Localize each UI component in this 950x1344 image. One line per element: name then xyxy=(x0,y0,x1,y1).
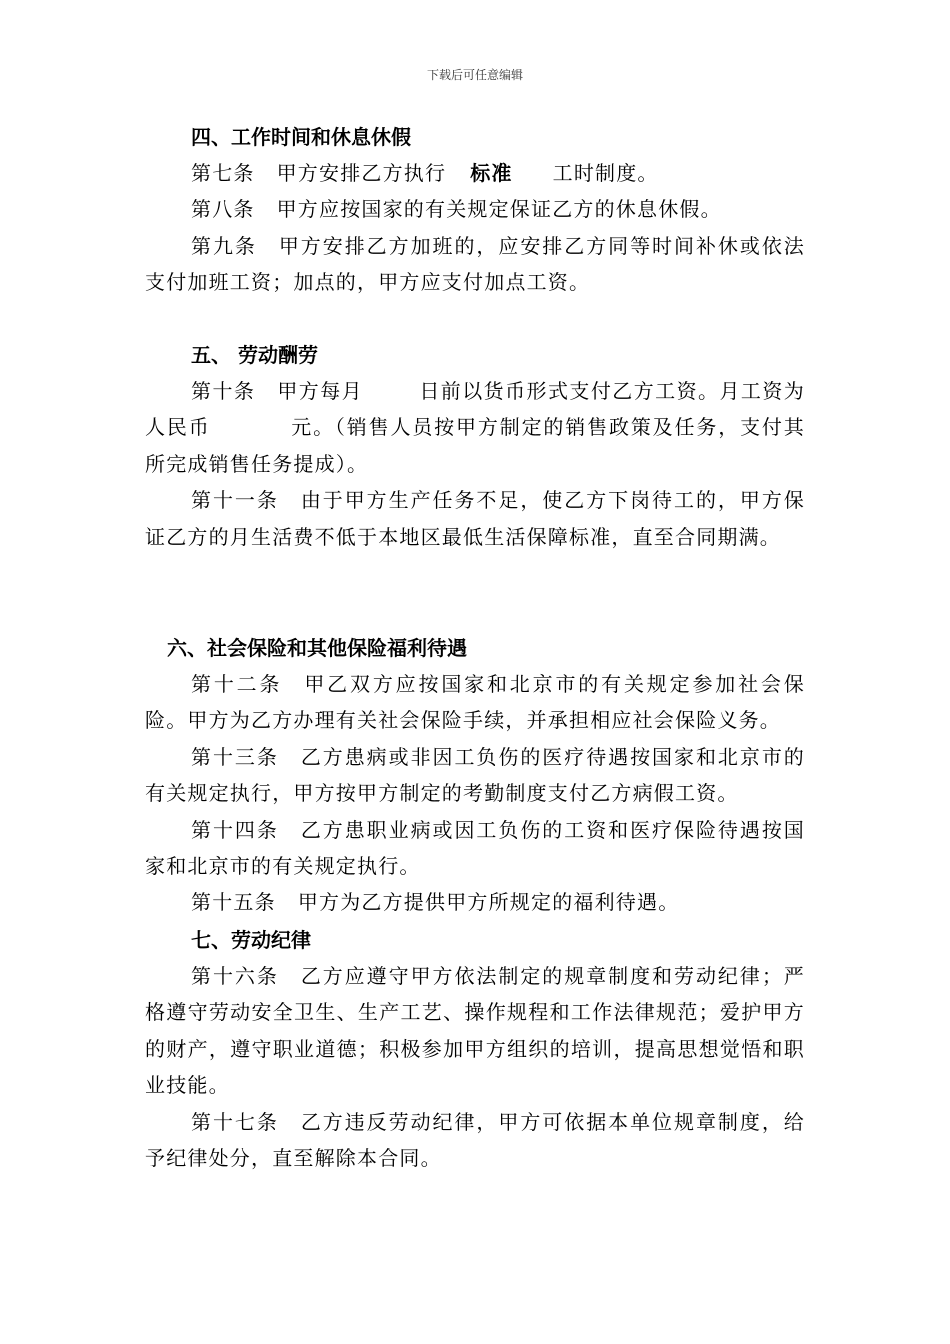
section-heading-4: 四、工作时间和休息休假 xyxy=(191,125,411,149)
article-13: 第十三条 乙方患病或非因工负伤的医疗待遇按国家和北京市的有关规定执行，甲方按甲方制定的考勤制度支付乙方病假工资。 xyxy=(145,744,805,806)
article-10: 第十条 甲方每月 日前以货币形式支付乙方工资。月工资为人民币 元。（销售人员按甲方制定的销售政策及任务，支付其所完成销售任务提成）。 xyxy=(145,379,805,476)
article-17: 第十七条 乙方违反劳动纪律，甲方可依据本单位规章制度，给予纪律处分，直至解除本合同。 xyxy=(145,1109,805,1171)
section-heading-7: 七、劳动纪律 xyxy=(191,928,311,952)
section-labor-discipline xyxy=(145,922,805,1176)
article-11: 第十一条 由于甲方生产任务不足，使乙方下岗待工的，甲方保证乙方的月生活费不低于本地区最低生活保障标准，直至合同期满。 xyxy=(145,488,805,549)
article-8: 第八条 甲方应按国家的有关规定保证乙方的休息休假。 xyxy=(191,197,722,222)
section-social-insurance xyxy=(145,630,805,921)
section-heading-6: 六、社会保险和其他保险福利待遇 xyxy=(167,636,467,660)
article-15: 第十五条 甲方为乙方提供甲方所规定的福利待遇。 xyxy=(191,890,680,915)
work-hour-system-value: 标准 xyxy=(470,161,513,185)
article-7: 第七条 甲方安排乙方执行 标准 工时制度。 xyxy=(191,161,659,185)
page-header: 下载后可任意编辑 xyxy=(426,68,523,82)
article-12: 第十二条 甲乙双方应按国家和北京市的有关规定参加社会保险。甲方为乙方办理有关社会保险手续，并承担相应社会保险义务。 xyxy=(145,672,805,733)
article-14: 第十四条 乙方患职业病或因工负伤的工资和医疗保险待遇按国家和北京市的有关规定执行。 xyxy=(145,817,805,879)
section-work-hours xyxy=(145,119,805,301)
article-16: 第十六条 乙方应遵守甲方依法制定的规章制度和劳动纪律；严格遵守劳动安全卫生、生产工艺、操作规程和工作法律规范；爱护甲方的财产，遵守职业道德；积极参加甲方组织的培训，提高思想觉悟和职业技能。 xyxy=(145,964,805,1098)
section-remuneration xyxy=(145,337,805,555)
article-9: 第九条 甲方安排乙方加班的，应安排乙方同等时间补休或依法支付加班工资；加点的，甲方应支付加点工资。 xyxy=(145,233,805,295)
section-heading-5: 五、 劳动酬劳 xyxy=(191,343,318,367)
